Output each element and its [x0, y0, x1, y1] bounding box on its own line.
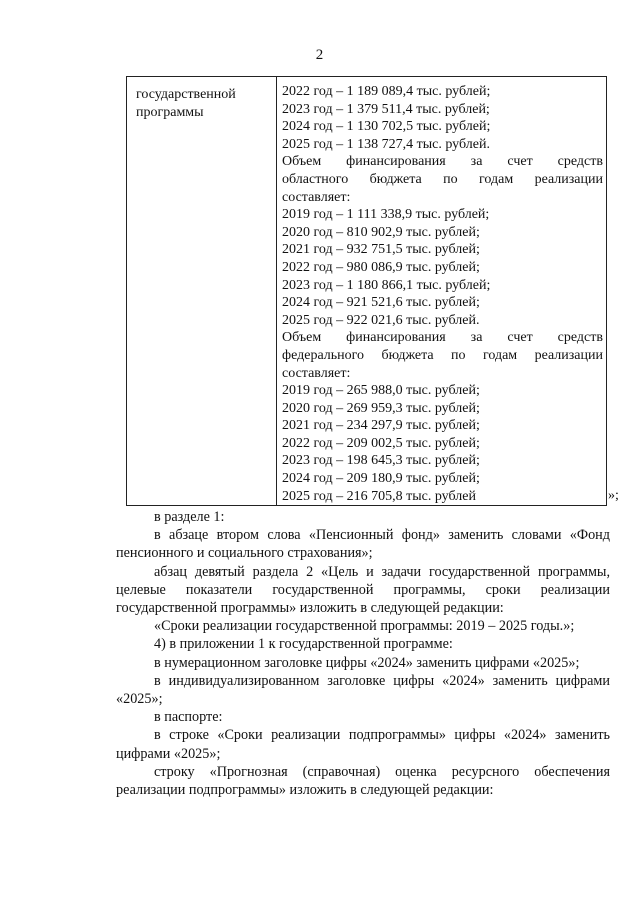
- paragraph: строку «Прогнозная (справочная) оценка ресурсного обеспечения реализации подпрограммы» изложить в следующей редакции:: [116, 763, 610, 799]
- funding-line: 2020 год – 810 902,9 тыс. рублей;: [282, 224, 480, 240]
- funding-line: 2021 год – 932 751,5 тыс. рублей;: [282, 242, 480, 258]
- document-body: [116, 508, 610, 799]
- funding-heading-line: областного бюджета по годам реализации: [282, 171, 603, 187]
- funding-line: 2019 год – 1 111 338,9 тыс. рублей;: [282, 207, 490, 223]
- funding-heading-line: составляет:: [282, 365, 351, 381]
- funding-line: 2023 год – 1 180 866,1 тыс. рублей;: [282, 277, 491, 293]
- page-number: 2: [315, 47, 324, 63]
- funding-line: 2023 год – 1 379 511,4 тыс. рублей;: [282, 101, 490, 117]
- funding-table: [126, 76, 607, 506]
- left-cell-line: программы: [136, 104, 204, 120]
- paragraph: в индивидуализированном заголовке цифры «2024» заменить цифрами «2025»;: [116, 672, 610, 708]
- funding-line: 2022 год – 980 086,9 тыс. рублей;: [282, 259, 480, 275]
- paragraph: 4) в приложении 1 к государственной программе:: [154, 636, 453, 653]
- funding-line: 2025 год – 922 021,6 тыс. рублей.: [282, 312, 480, 328]
- paragraph: в нумерационном заголовке цифры «2024» заменить цифрами «2025»;: [154, 654, 580, 671]
- funding-line: 2025 год – 216 705,8 тыс. рублей: [282, 488, 476, 504]
- paragraph: в паспорте:: [154, 709, 223, 726]
- paragraph: в абзаце втором слова «Пенсионный фонд» заменить словами «Фонд пенсионного и социального страхования»;: [116, 527, 610, 562]
- left-cell-line: государственной: [136, 87, 236, 102]
- column-divider: [276, 77, 277, 505]
- funding-heading-line: Объем финансирования за счет средств: [282, 330, 603, 346]
- closing-quote: »;: [608, 488, 619, 503]
- funding-heading-line: Объем финансирования за счет средств: [282, 154, 603, 170]
- paragraph: абзац девятый раздела 2 «Цель и задачи государственной программы, целевые показатели государственной программы, сроки реализации государственной программы» изложить в следующей редакции:: [116, 563, 610, 617]
- paragraph: «Сроки реализации государственной программы: 2019 – 2025 годы.»;: [154, 618, 575, 635]
- funding-line: 2024 год – 209 180,9 тыс. рублей;: [282, 471, 480, 487]
- funding-heading-line: федерального бюджета по годам реализации: [282, 347, 603, 363]
- table-right-cell: [282, 83, 603, 505]
- paragraph: в строке «Сроки реализации подпрограммы» цифры «2024» заменить цифрами «2025»;: [116, 727, 610, 762]
- paragraph: в разделе 1:: [154, 509, 225, 525]
- funding-line: 2024 год – 921 521,6 тыс. рублей;: [282, 295, 480, 311]
- funding-heading-line: составляет:: [282, 189, 351, 205]
- funding-line: 2024 год – 1 130 702,5 тыс. рублей;: [282, 119, 491, 135]
- funding-line: 2021 год – 234 297,9 тыс. рублей;: [282, 418, 480, 434]
- funding-line: 2022 год – 1 189 089,4 тыс. рублей;: [282, 84, 491, 99]
- funding-line: 2022 год – 209 002,5 тыс. рублей;: [282, 435, 480, 451]
- funding-line: 2020 год – 269 959,3 тыс. рублей;: [282, 400, 480, 416]
- funding-line: 2019 год – 265 988,0 тыс. рублей;: [282, 383, 480, 399]
- table-left-cell: [136, 86, 272, 121]
- funding-line: 2023 год – 198 645,3 тыс. рублей;: [282, 453, 480, 469]
- funding-line: 2025 год – 1 138 727,4 тыс. рублей.: [282, 136, 490, 152]
